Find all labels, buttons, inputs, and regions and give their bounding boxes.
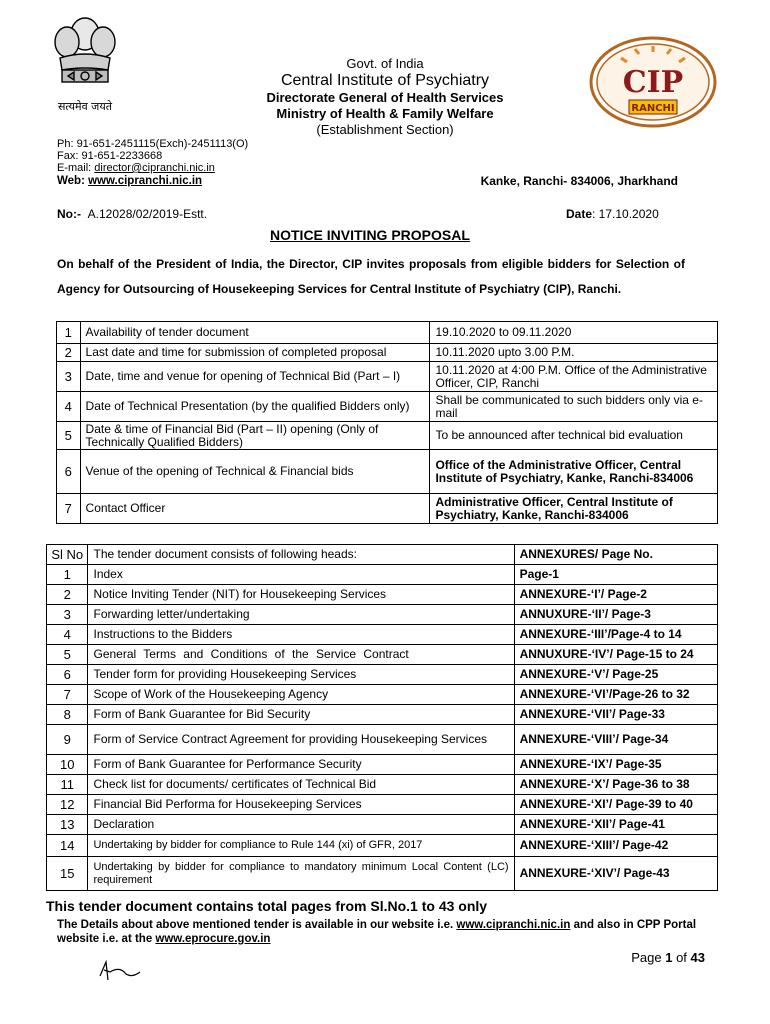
svg-text:सत्यमेव जयते: सत्यमेव जयते xyxy=(57,100,113,113)
row-number: 6 xyxy=(47,665,88,685)
table-row xyxy=(57,322,718,344)
row-description: Scope of Work of the Housekeeping Agency xyxy=(88,685,514,705)
page-of: of xyxy=(672,950,691,965)
row-number: 15 xyxy=(47,857,88,891)
table-row xyxy=(47,705,718,725)
row-value: Office of the Administrative Officer, Central Institute of Psychiatry, Kanke, Ranchi-834006 xyxy=(430,450,718,494)
row-description: Forwarding letter/undertaking xyxy=(88,605,514,625)
row-number: 5 xyxy=(57,422,81,450)
page-total: 43 xyxy=(690,950,705,965)
row-number: 1 xyxy=(57,322,81,344)
table-row xyxy=(47,755,718,775)
contact-phone: Ph: 91-651-2451115(Exch)-2451113(O) xyxy=(57,138,249,150)
page-current: 1 xyxy=(665,950,673,965)
contact-address: Kanke, Ranchi- 834006, Jharkhand xyxy=(480,174,678,188)
row-description: Date of Technical Presentation (by the qualified Bidders only) xyxy=(80,392,430,422)
row-description: Form of Bank Guarantee for Bid Security xyxy=(88,705,514,725)
table-row xyxy=(57,344,718,362)
ref-number-value: A.12028/02/2019-Estt. xyxy=(87,207,208,221)
row-number: 13 xyxy=(47,815,88,835)
row-description: Index xyxy=(88,565,514,585)
row-value: Administrative Officer, Central Institute of Psychiatry, Kanke, Ranchi-834006 xyxy=(430,494,718,524)
row-annexure: Page-1 xyxy=(514,565,717,585)
intro-paragraph: On behalf of the President of India, the Director, CIP invites proposals from eligible bidders for Selection of Agency for Outsourcing of Housekeeping Services for Central Institute of Psychiatry (CIP), Ranchi. xyxy=(57,257,685,296)
row-number: 5 xyxy=(47,645,88,665)
header-govt: Govt. of India xyxy=(346,56,424,71)
row-description: Date, time and venue for opening of Technical Bid (Part – I) xyxy=(80,362,430,392)
row-annexure: ANNEXURE-‘VIII’/ Page-34 xyxy=(514,725,717,755)
table-row xyxy=(57,450,718,494)
table-row xyxy=(57,362,718,392)
row-description: Date & time of Financial Bid (Part – II) opening (Only of Technically Qualified Bidders) xyxy=(80,422,430,450)
header-ministry: Ministry of Health & Family Welfare xyxy=(276,106,494,121)
row-description: Contact Officer xyxy=(80,494,430,524)
website-link[interactable]: www.cipranchi.nic.in xyxy=(456,919,571,931)
row-number: 8 xyxy=(47,705,88,725)
ref-date-value: : 17.10.2020 xyxy=(592,207,659,221)
row-number: 6 xyxy=(57,450,81,494)
row-annexure: ANNEXURE-‘V’/ Page-25 xyxy=(514,665,717,685)
contents-table xyxy=(46,544,718,891)
header-sl-no: Sl No xyxy=(47,545,88,565)
row-description: Undertaking by bidder for compliance to mandatory minimum Local Content (LC) requirement xyxy=(88,857,514,891)
table-row xyxy=(47,685,718,705)
header-institute: Central Institute of Psychiatry xyxy=(280,72,490,89)
svg-text:CIP: CIP xyxy=(622,65,684,100)
row-description: General Terms and Conditions of the Service Contract xyxy=(88,645,514,665)
signature-icon xyxy=(96,956,146,986)
row-annexure: ANNEXURE-‘X’/ Page-36 to 38 xyxy=(514,775,717,795)
row-description: Financial Bid Performa for Housekeeping Services xyxy=(88,795,514,815)
ref-date-label: Date xyxy=(566,207,593,221)
row-annexure: ANNEXURE-‘VII’/ Page-33 xyxy=(514,705,717,725)
row-value: 10.11.2020 at 4:00 P.M. Office of the Administrative Officer, CIP, Ranchi xyxy=(430,362,718,392)
row-annexure: ANNUXURE-‘IV’/ Page-15 to 24 xyxy=(514,645,717,665)
page-number xyxy=(631,950,705,965)
row-annexure: ANNEXURE-‘XI’/ Page-39 to 40 xyxy=(514,795,717,815)
row-annexure: ANNEXURE-‘I’/ Page-2 xyxy=(514,585,717,605)
table-row xyxy=(47,775,718,795)
row-number: 10 xyxy=(47,755,88,775)
header-directorate: Directorate General of Health Services xyxy=(266,90,504,105)
table-row xyxy=(47,585,718,605)
row-description: Tender form for providing Housekeeping Services xyxy=(88,665,514,685)
row-annexure: ANNEXURE-‘XIII’/ Page-42 xyxy=(514,835,717,857)
row-description: Availability of tender document xyxy=(80,322,430,344)
row-description: Undertaking by bidder for compliance to Rule 144 (xi) of GFR, 2017 xyxy=(88,835,514,857)
row-number: 4 xyxy=(57,392,81,422)
page-label: Page xyxy=(631,950,666,965)
table-row xyxy=(47,665,718,685)
header-description: The tender document consists of following heads: xyxy=(88,545,514,565)
row-value: Shall be communicated to such bidders only via e-mail xyxy=(430,392,718,422)
svg-text:RANCHI: RANCHI xyxy=(631,103,675,114)
contact-email-label: E-mail: xyxy=(57,162,95,174)
row-annexure: ANNEXURE-‘III’/Page-4 to 14 xyxy=(514,625,717,645)
table-row xyxy=(47,857,718,891)
row-description: Last date and time for submission of completed proposal xyxy=(80,344,430,362)
details-note xyxy=(57,918,697,946)
row-number: 3 xyxy=(47,605,88,625)
row-value: To be announced after technical bid evaluation xyxy=(430,422,718,450)
row-annexure: ANNEXURE-‘IX’/ Page-35 xyxy=(514,755,717,775)
table-row xyxy=(57,422,718,450)
schedule-table xyxy=(56,321,718,524)
contact-web xyxy=(57,175,202,187)
row-number: 11 xyxy=(47,775,88,795)
row-description: Form of Bank Guarantee for Performance Security xyxy=(88,755,514,775)
row-number: 14 xyxy=(47,835,88,857)
row-number: 9 xyxy=(47,725,88,755)
table-row xyxy=(47,625,718,645)
row-annexure: ANNEXURE-‘VI’/Page-26 to 32 xyxy=(514,685,717,705)
row-description: Notice Inviting Tender (NIT) for Housekeeping Services xyxy=(88,585,514,605)
row-number: 3 xyxy=(57,362,81,392)
row-number: 2 xyxy=(57,344,81,362)
contact-web-link[interactable]: www.cipranchi.nic.in xyxy=(88,175,203,187)
table-row xyxy=(47,835,718,857)
table-header-row xyxy=(47,545,718,565)
row-value: 19.10.2020 to 09.11.2020 xyxy=(430,322,718,344)
contact-email-link[interactable]: director@cipranchi.nic.in xyxy=(94,162,215,174)
table-row xyxy=(47,605,718,625)
row-number: 12 xyxy=(47,795,88,815)
row-annexure: ANNUXURE-‘II’/ Page-3 xyxy=(514,605,717,625)
details-text-1: The Details about above mentioned tender is available in our website i.e. xyxy=(57,919,457,931)
row-number: 7 xyxy=(57,494,81,524)
row-annexure: ANNEXURE-‘XII’/ Page-41 xyxy=(514,815,717,835)
row-number: 2 xyxy=(47,585,88,605)
row-annexure: ANNEXURE-‘XIV’/ Page-43 xyxy=(514,857,717,891)
row-description: Form of Service Contract Agreement for providing Housekeeping Services xyxy=(88,725,514,755)
details-text-2: and also in CPP Portal website i.e. at the xyxy=(57,919,697,945)
contact-email xyxy=(57,162,215,174)
row-description: Venue of the opening of Technical & Financial bids xyxy=(80,450,430,494)
row-value: 10.11.2020 upto 3.00 P.M. xyxy=(430,344,718,362)
row-description: Declaration xyxy=(88,815,514,835)
table-row xyxy=(47,795,718,815)
table-row xyxy=(47,565,718,585)
table-row xyxy=(57,494,718,524)
contact-fax: Fax: 91-651-2233668 xyxy=(57,150,163,162)
header-annexures: ANNEXURES/ Page No. xyxy=(514,545,717,565)
eprocure-link[interactable]: www.eprocure.gov.in xyxy=(155,933,271,945)
row-number: 7 xyxy=(47,685,88,705)
table-row xyxy=(57,392,718,422)
total-pages-note: This tender document contains total pages from Sl.No.1 to 43 only xyxy=(46,898,488,914)
ref-number-label: No:- xyxy=(57,207,81,221)
contact-web-label: Web: xyxy=(57,175,89,187)
row-description: Instructions to the Bidders xyxy=(88,625,514,645)
table-row xyxy=(47,645,718,665)
table-row xyxy=(47,725,718,755)
ref-date xyxy=(566,207,659,221)
notice-title: NOTICE INVITING PROPOSAL xyxy=(270,227,470,243)
row-description: Check list for documents/ certificates of Technical Bid xyxy=(88,775,514,795)
header-section: (Establishment Section) xyxy=(316,122,454,137)
row-number: 1 xyxy=(47,565,88,585)
table-row xyxy=(47,815,718,835)
row-number: 4 xyxy=(47,625,88,645)
ref-number xyxy=(57,207,207,221)
